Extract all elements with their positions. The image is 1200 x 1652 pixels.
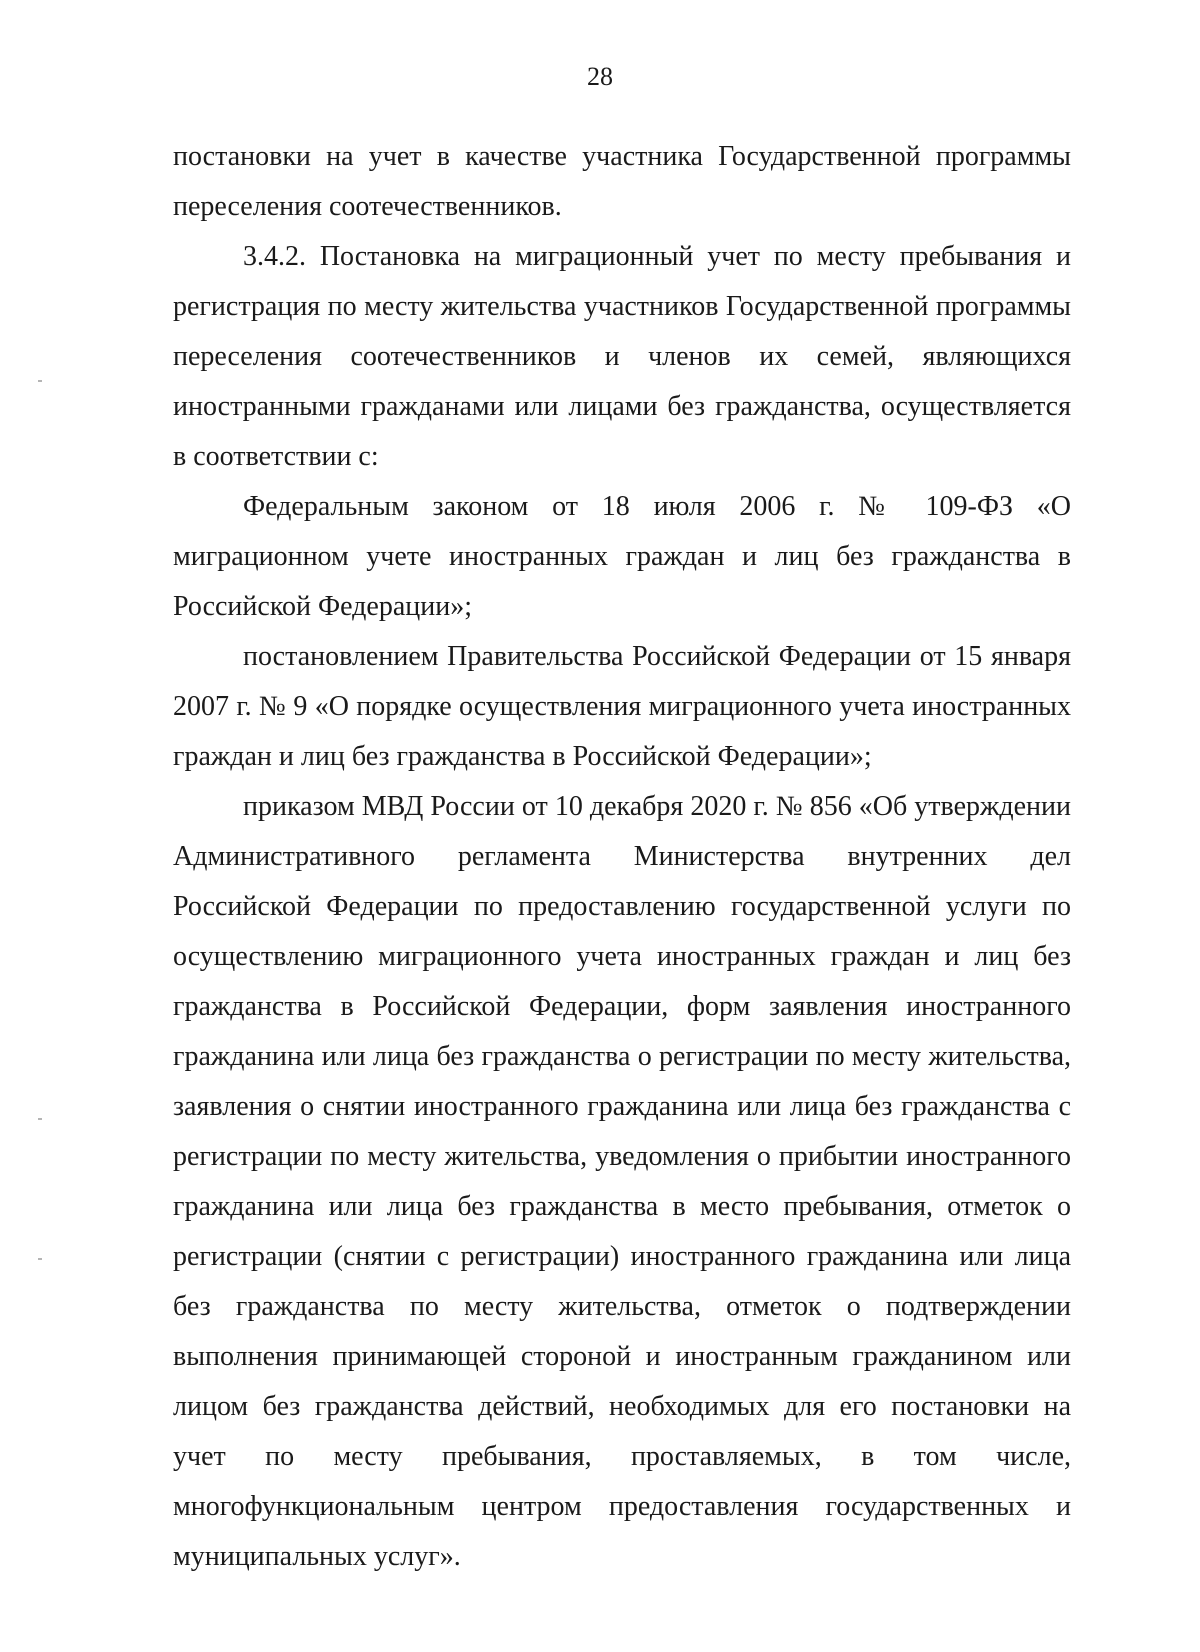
page-number: 28 bbox=[587, 62, 613, 91]
scan-margin-mark bbox=[38, 1118, 42, 1120]
paragraph-government-decree: постановлением Правительства Российской Федерации от 15 января 2007 г. № 9 «О порядке осуществления миграционного учета иностранных граждан и лиц без гражданства в Российской Федерации»; bbox=[173, 641, 1071, 772]
paragraph-continuation: постановки на учет в качестве участника Государственной программы переселения соотечественников. bbox=[173, 141, 1071, 222]
document-body bbox=[173, 132, 1071, 1582]
paragraph-mvd-order: приказом МВД России от 10 декабря 2020 г. № 856 «Об утверждении Административного регламента Министерства внутренних дел Российской Федерации по предоставлению государственной услуги по осуществлению миграционного учета иностранных граждан и лиц без гражданства в Российской Федерации, форм заявления иностранного гражданина или лица без гражданства о регистрации по месту жительства, заявления о снятии иностранного гражданина или лица без гражданства с регистрации по месту жительства, уведомления о прибытии иностранного гражданина или лица без гражданства в место пребывания, отметок о регистрации (снятии с регистрации) иностранного гражданина или лица без гражданства по месту жительства, отметок о подтверждении выполнения принимающей стороной и иностранным гражданином или лицом без гражданства действий, необходимых для его постановки на учет по месту пребывания, проставляемых, в том числе, многофункциональным центром предоставления государственных и муниципальных услуг». bbox=[173, 791, 1071, 1572]
paragraph-section-3-4-2: 3.4.2. Постановка на миграционный учет по месту пребывания и регистрация по месту жительства участников Государственной программы переселения соотечественников и членов их семей, являющихся иностранными гражданами или лицами без гражданства, осуществляется в соответствии с: bbox=[173, 241, 1071, 472]
paragraph-federal-law: Федеральным законом от 18 июля 2006 г. № 109-ФЗ «О миграционном учете иностранных граждан и лиц без гражданства в Российской Федерации»; bbox=[173, 491, 1071, 622]
scan-margin-mark bbox=[38, 1258, 42, 1260]
scan-margin-mark bbox=[38, 380, 42, 382]
